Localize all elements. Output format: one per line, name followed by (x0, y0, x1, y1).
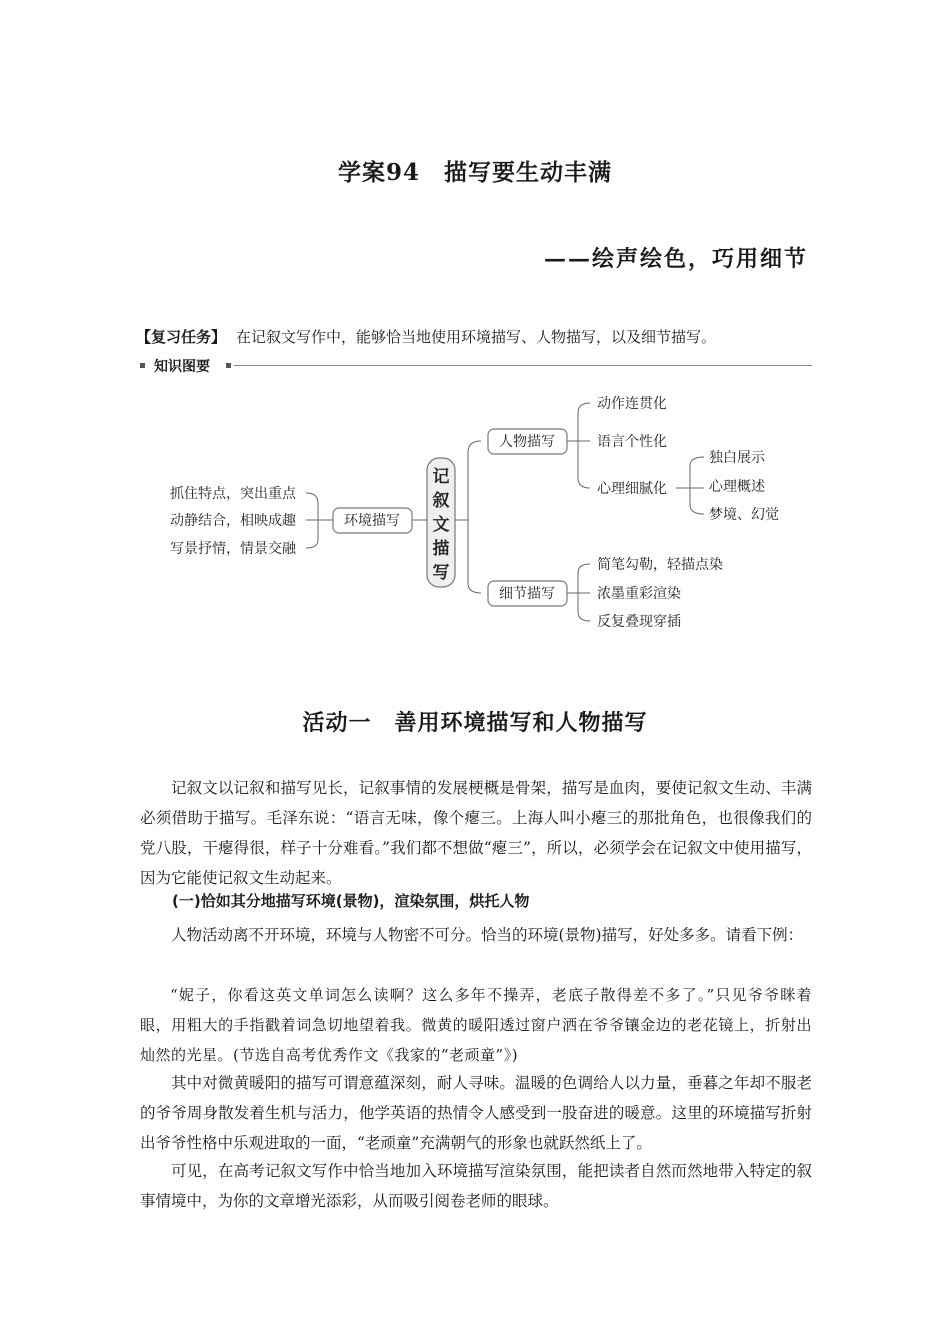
review-task-label: 【复习任务】 (136, 328, 227, 346)
paragraph-environment: 人物活动离不开环境，环境与人物密不可分。恰当的环境(景物)描写，好处多多。请看下例： (171, 926, 804, 944)
center-label-text: 记叙文描写 (432, 467, 450, 583)
psych-item: 心理概述 (709, 479, 765, 495)
detail-item: 反复叠现穿插 (597, 614, 681, 630)
person-item: 动作连贯化 (597, 396, 667, 412)
knowledge-map-header (140, 356, 812, 376)
person-item: 心理细腻化 (597, 481, 667, 497)
paragraph-analysis: 其中对微黄暖阳的描写可谓意蕴深刻，耐人寻味。温暖的色调给人以力量，垂暮之年却不服老的爷爷周身散发着生机与活力，他学英语的热情令人感受到一股奋进的暖意。这里的环境描写折射出爷爷性格中乐观进取的一面，“老顽童”充满朝气的形象也就跃然纸上了。 (140, 1074, 812, 1152)
env-item: 写景抒情，情景交融 (170, 541, 296, 557)
psych-item: 梦境、幻觉 (709, 507, 779, 523)
person-item: 语言个性化 (597, 434, 667, 450)
paragraph-conclusion: 可见，在高考记叙文写作中恰当地加入环境描写渲染氛围，能把读者自然而然地带入特定的叙事情境中，为你的文章增光添彩，从而吸引阅卷老师的眼球。 (140, 1162, 812, 1210)
knowledge-map-diagram (0, 380, 950, 640)
example-quote: “妮子，你看这英文单词怎么读啊？这么多年不操弄，老底子散得差不多了。”只见爷爷眯着眼，用粗大的手指戳着词急切地望着我。微黄的暖阳透过窗户洒在爷爷镶金边的老花镜上，折射出灿然的光星。(节选自高考优秀作文《我家的“老顽童”》) (140, 986, 812, 1064)
review-task-text: 在记叙文写作中，能够恰当地使用环境描写、人物描写，以及细节描写。 (236, 328, 717, 346)
header-square-icon (140, 363, 145, 368)
psych-item: 独白展示 (709, 450, 765, 466)
review-task (136, 326, 716, 347)
paragraph-intro: 记叙文以记叙和描写见长，记叙事情的发展梗概是骨架，描写是血肉，要使记叙文生动、丰满必须借助于描写。毛泽东说：“语言无味，像个瘪三。上海人叫小瘪三的那批角色，也很像我们的党八股，干瘪得很，样子十分难看。”我们都不想做“瘪三”，所以，必须学会在记叙文中使用描写，因为它能使记叙文生动起来。 (140, 779, 812, 887)
header-rule (234, 365, 812, 366)
detail-item: 简笔勾勒，轻描点染 (597, 557, 723, 573)
env-item: 动静结合，相映成趣 (170, 513, 296, 529)
knowledge-map-label: 知识图要 (154, 359, 210, 375)
subheading-environment: (一)恰如其分地描写环境(景物)，渲染氛围，烘托人物 (172, 892, 530, 910)
detail-item: 浓墨重彩渲染 (597, 586, 681, 602)
env-item: 抓住特点，突出重点 (170, 486, 296, 502)
page-title: 学案94 描写要生动丰满 (337, 159, 612, 186)
header-square-icon (226, 363, 231, 368)
section-title: 活动一 善用环境描写和人物描写 (302, 711, 648, 736)
page-subtitle: ——绘声绘色，巧用细节 (543, 246, 808, 272)
detail-branch-label: 细节描写 (499, 586, 555, 602)
center-label (432, 466, 450, 583)
person-branch-label: 人物描写 (499, 434, 555, 450)
environment-branch-label: 环境描写 (344, 513, 400, 529)
